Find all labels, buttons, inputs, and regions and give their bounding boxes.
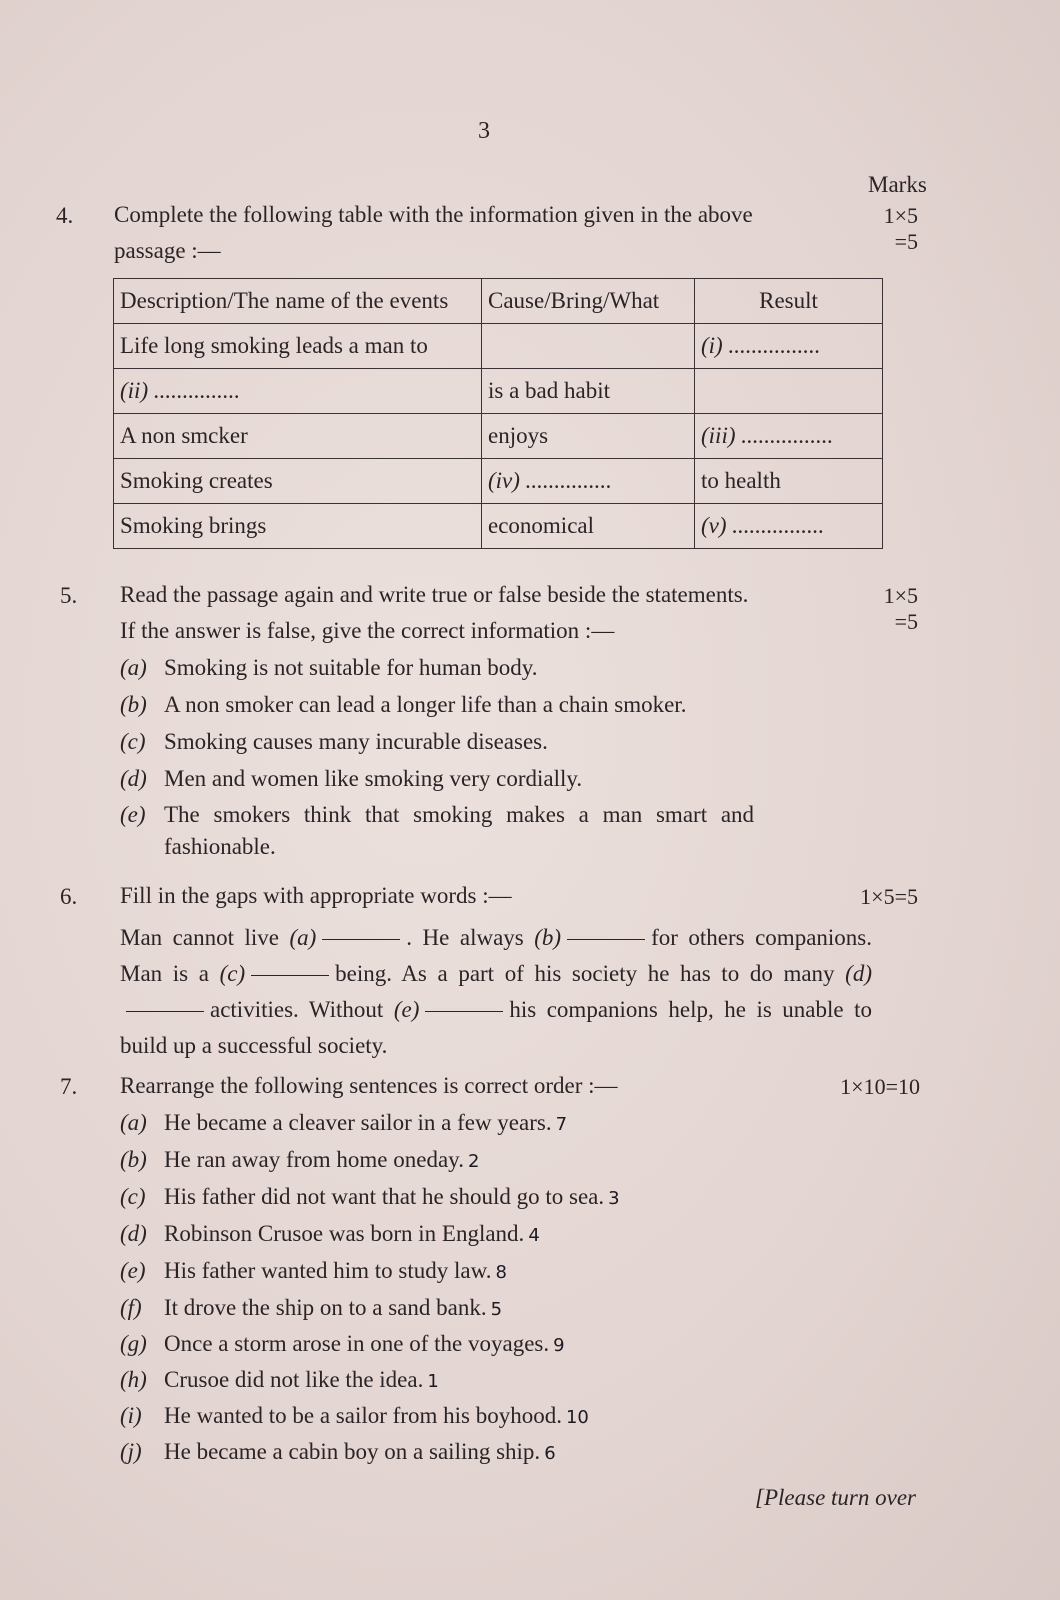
item-label: (b) bbox=[120, 1147, 147, 1172]
table-cell: (iii) ................ bbox=[695, 414, 883, 459]
item-label: (f) bbox=[120, 1295, 142, 1320]
gap-label: (a) bbox=[289, 925, 317, 950]
item-label: (c) bbox=[120, 729, 146, 754]
gap-label: (c) bbox=[219, 961, 246, 986]
item-text: His father did not want that he should go to sea. bbox=[164, 1184, 605, 1209]
item-text: He became a cabin boy on a sailing ship. bbox=[164, 1439, 541, 1464]
table-cell: economical bbox=[482, 504, 695, 549]
handwritten-number: 4 bbox=[528, 1225, 540, 1246]
q7-item-b bbox=[120, 1147, 479, 1173]
table-cell: to health bbox=[695, 459, 883, 504]
table-cell bbox=[482, 324, 695, 369]
q7-item-a bbox=[120, 1110, 567, 1136]
q7-item-f bbox=[120, 1295, 502, 1321]
item-label: (c) bbox=[120, 1184, 146, 1209]
q5-text-line2: If the answer is false, give the correct information :— bbox=[120, 618, 615, 643]
q4-text-line2: passage :— bbox=[114, 238, 221, 263]
gap-line[interactable] bbox=[567, 939, 645, 940]
item-text-cont: fashionable. bbox=[164, 834, 276, 859]
turn-over-note: [Please turn over bbox=[755, 1485, 916, 1510]
item-label: (h) bbox=[120, 1367, 147, 1392]
passage-text: Man cannot live bbox=[120, 925, 279, 950]
q4-number: 4. bbox=[56, 203, 74, 228]
table-cell: enjoys bbox=[482, 414, 695, 459]
q5-marks-line1: 1×5 bbox=[883, 583, 918, 608]
table-header-row bbox=[114, 279, 883, 324]
q7-item-h bbox=[120, 1367, 439, 1393]
passage-text: activities. Without bbox=[210, 997, 384, 1022]
table-cell: A non smcker bbox=[114, 414, 482, 459]
table-header-cell: Cause/Bring/What bbox=[482, 279, 695, 324]
table-cell: Smoking creates bbox=[114, 459, 482, 504]
table-cell: (iv) ............... bbox=[482, 459, 695, 504]
table-header-cell: Description/The name of the events bbox=[114, 279, 482, 324]
item-label: (j) bbox=[120, 1439, 142, 1464]
item-text: Smoking is not suitable for human body. bbox=[164, 655, 538, 680]
handwritten-number: 10 bbox=[565, 1407, 589, 1428]
item-label: (i) bbox=[120, 1403, 142, 1428]
passage-text: being. As a part of his society he has to do many bbox=[335, 961, 835, 986]
item-text: He wanted to be a sailor from his boyhood. bbox=[164, 1403, 562, 1428]
item-text: It drove the ship on to a sand bank. bbox=[164, 1295, 487, 1320]
gap-line[interactable] bbox=[126, 1011, 204, 1012]
table-row bbox=[114, 369, 883, 414]
table-row bbox=[114, 324, 883, 369]
table-cell: is a bad habit bbox=[482, 369, 695, 414]
table-cell: Life long smoking leads a man to bbox=[114, 324, 482, 369]
passage-text: his companions help, he is unable to build up a successful society. bbox=[120, 997, 872, 1058]
handwritten-number: 3 bbox=[608, 1188, 620, 1209]
q5-item-d bbox=[120, 766, 582, 792]
gap-label: (d) bbox=[845, 961, 872, 986]
q7-item-i bbox=[120, 1403, 589, 1429]
item-text: Crusoe did not like the idea. bbox=[164, 1367, 424, 1392]
q7-item-e bbox=[120, 1258, 507, 1284]
passage-text: . He always bbox=[406, 925, 524, 950]
item-text: His father wanted him to study law. bbox=[164, 1258, 492, 1283]
gap-line[interactable] bbox=[322, 939, 400, 940]
q7-item-d bbox=[120, 1221, 540, 1247]
q4-text bbox=[114, 197, 864, 269]
item-label: (g) bbox=[120, 1331, 147, 1356]
table-row bbox=[114, 459, 883, 504]
item-label: (e) bbox=[120, 1258, 146, 1283]
q5-marks-line2: =5 bbox=[894, 609, 918, 634]
q6-number: 6. bbox=[60, 884, 78, 909]
item-text: He became a cleaver sailor in a few years. bbox=[164, 1110, 552, 1135]
item-text: The smokers think that smoking makes a man smart and bbox=[164, 802, 755, 827]
item-label: (a) bbox=[120, 655, 147, 680]
item-label: (b) bbox=[120, 692, 147, 717]
item-label: (d) bbox=[120, 1221, 147, 1246]
handwritten-number: 1 bbox=[427, 1371, 439, 1392]
item-label: (d) bbox=[120, 766, 147, 791]
gap-line[interactable] bbox=[425, 1011, 503, 1012]
passage-text: for others companions. Man is a bbox=[120, 925, 872, 986]
table-cell: (i) ................ bbox=[695, 324, 883, 369]
item-text: Robinson Crusoe was born in England. bbox=[164, 1221, 525, 1246]
table-header-cell: Result bbox=[695, 279, 883, 324]
item-text: Once a storm arose in one of the voyages. bbox=[164, 1331, 550, 1356]
q5-text bbox=[120, 577, 875, 649]
item-label: (a) bbox=[120, 1110, 147, 1135]
q5-text-line1: Read the passage again and write true or false beside the statements. bbox=[120, 582, 749, 607]
handwritten-number: 9 bbox=[553, 1335, 565, 1356]
q4-table bbox=[113, 278, 883, 549]
q5-item-a bbox=[120, 655, 538, 681]
q7-title: Rearrange the following sentences is correct order :— bbox=[120, 1073, 618, 1098]
handwritten-number: 5 bbox=[490, 1299, 503, 1320]
marks-header: Marks bbox=[868, 172, 927, 197]
q5-marks bbox=[884, 583, 918, 635]
item-text: A non smoker can lead a longer life than a chain smoker. bbox=[164, 692, 687, 717]
gap-line[interactable] bbox=[251, 975, 329, 976]
table-cell bbox=[695, 369, 883, 414]
item-text: Smoking causes many incurable diseases. bbox=[164, 729, 548, 754]
q6-title: Fill in the gaps with appropriate words :— bbox=[120, 883, 512, 908]
page-number: 3 bbox=[478, 118, 490, 144]
q6-passage bbox=[120, 920, 872, 1064]
q7-item-j bbox=[120, 1439, 556, 1465]
q4-marks-line2: =5 bbox=[894, 229, 918, 254]
q7-number: 7. bbox=[60, 1074, 78, 1099]
q7-marks: 1×10=10 bbox=[840, 1074, 920, 1099]
table-cell: (v) ................ bbox=[695, 504, 883, 549]
item-text: Men and women like smoking very cordially. bbox=[164, 766, 583, 791]
q6-marks: 1×5=5 bbox=[860, 884, 918, 909]
table-row bbox=[114, 414, 883, 459]
gap-label: (e) bbox=[393, 997, 420, 1022]
q5-item-c bbox=[120, 729, 548, 755]
q5-item-e bbox=[120, 802, 872, 860]
q4-marks-line1: 1×5 bbox=[883, 203, 918, 228]
q4-marks bbox=[884, 203, 918, 255]
item-text: He ran away from home oneday. bbox=[164, 1147, 464, 1172]
handwritten-number: 2 bbox=[467, 1151, 480, 1172]
handwritten-number: 7 bbox=[555, 1114, 568, 1135]
handwritten-number: 8 bbox=[495, 1262, 507, 1283]
gap-label: (b) bbox=[534, 925, 562, 950]
q5-item-b bbox=[120, 692, 686, 718]
handwritten-number: 6 bbox=[544, 1443, 556, 1464]
table-cell: Smoking brings bbox=[114, 504, 482, 549]
table-cell: (ii) ............... bbox=[114, 369, 482, 414]
q7-item-c bbox=[120, 1184, 620, 1210]
q7-item-g bbox=[120, 1331, 565, 1357]
q5-number: 5. bbox=[60, 583, 78, 608]
q4-text-line1: Complete the following table with the information given in the above bbox=[114, 202, 753, 227]
item-label: (e) bbox=[120, 802, 146, 827]
table-row bbox=[114, 504, 883, 549]
